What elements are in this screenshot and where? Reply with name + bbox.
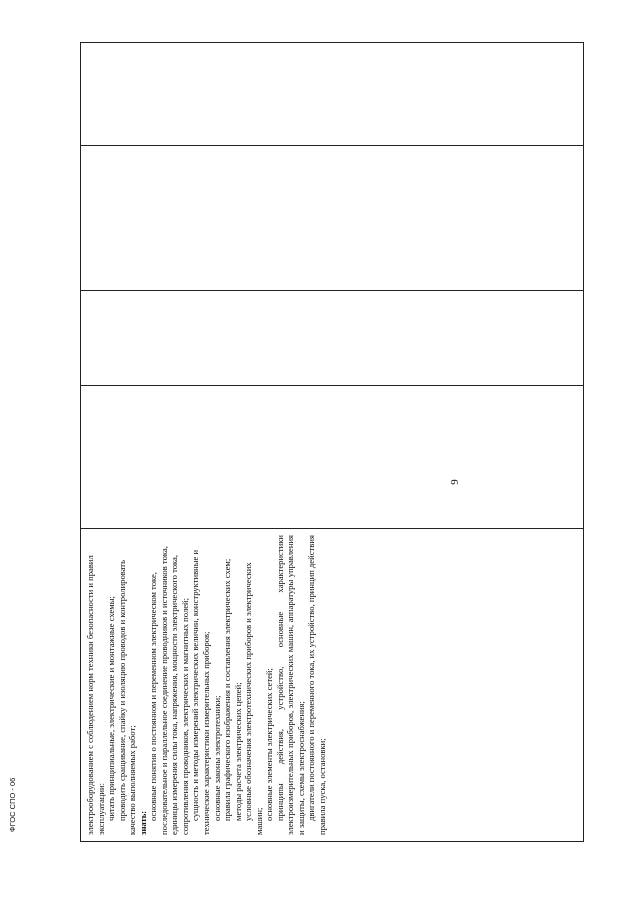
footer-standard: ФГОС СПО - 06	[8, 777, 17, 832]
text-line: основные элементы электрических сетей;	[264, 668, 275, 821]
text-line: условные обозначения электротехнических приборов и электрических машин;	[243, 562, 264, 835]
table-divider	[81, 290, 583, 291]
table-divider	[81, 145, 583, 146]
text-line: основные понятия о постоянном и переменном электрическом токе, последовательное и параллельное соединение проводников и источников тока, единицы измерения силы тока, напряжения, мощности электрического тока, сопротивления проводников, электрических и магнитных полей;	[148, 546, 190, 835]
table-divider	[81, 528, 583, 529]
rotated-page	[80, 42, 584, 842]
text-line: проводить сращивание, спайку и изоляцию проводов и контролировать качество выполняемых работ;	[116, 560, 138, 835]
text-line: принципы действия, устройство, основные характеристики электроизмерительных приборов, электрических машин, аппаратуры управления и защиты, схемы электроснабжения;	[274, 535, 306, 835]
page-number: 9	[448, 479, 461, 485]
text-line: основные законы электротехники;	[211, 695, 222, 821]
text-line: методы расчета электрических цепей;	[232, 682, 243, 821]
text-line: электрооборудованием с соблюдением норм техники безопасности и правил эксплуатации:	[85, 555, 106, 835]
text-line: правила графического изображения и составления электрических схем;	[222, 558, 233, 821]
content-table	[80, 42, 584, 842]
section-heading: знать:	[137, 810, 148, 835]
text-line: читать принципиальные, электрические и монтажные схемы;	[106, 596, 117, 821]
table-divider	[81, 385, 583, 386]
text-line: двигатели постоянного и переменного тока, их устройство, принцип действия правила пуска, остановки;	[306, 535, 328, 835]
text-line: сущность и методы измерений электрических величин, конструктивные и технические характеристики измерительных приборов;	[190, 549, 212, 835]
knowledge-skills-cell	[85, 535, 577, 835]
